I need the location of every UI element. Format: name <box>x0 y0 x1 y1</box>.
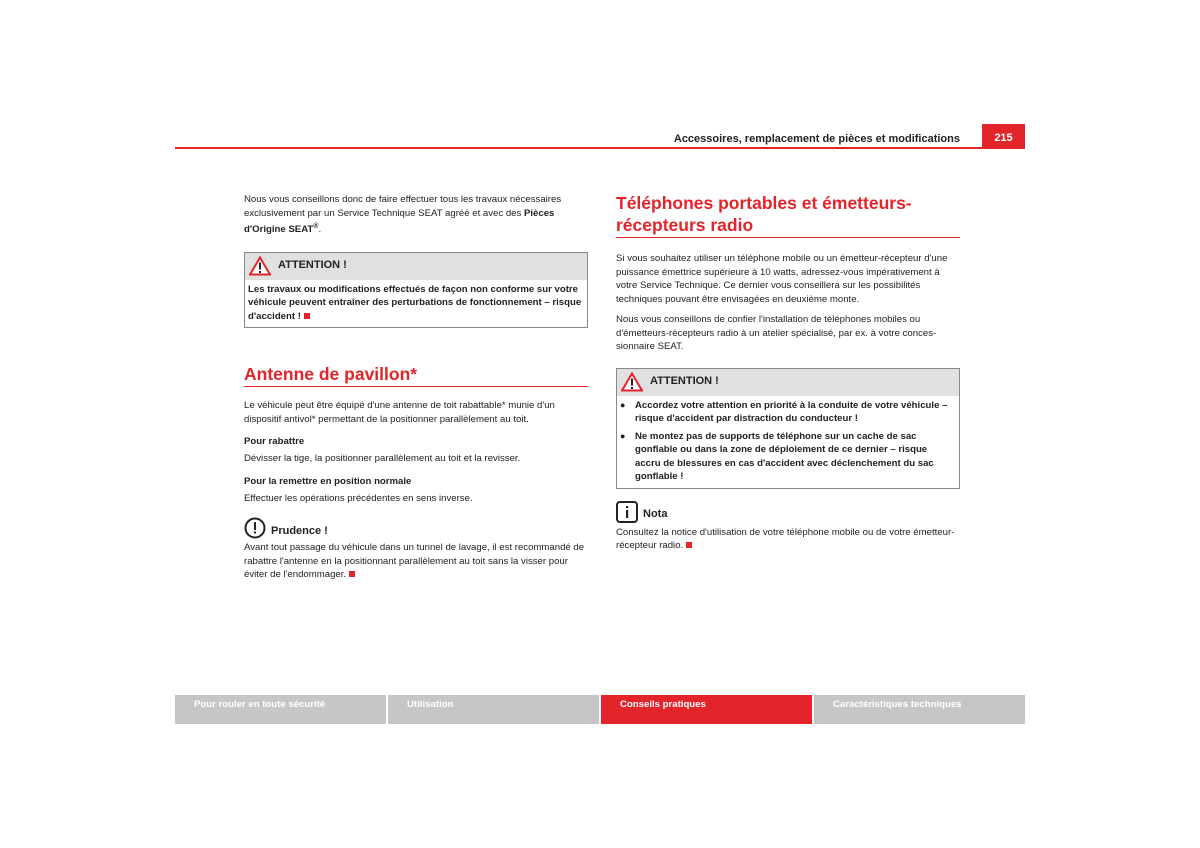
warning-bullet-text: Accordez votre attention en priorité à la conduite de votre véhicule – risque d'accident par distraction du conducteur ! <box>635 399 948 424</box>
caution-paragraph <box>244 541 588 582</box>
warning-body <box>617 396 959 488</box>
right-column <box>616 192 960 553</box>
intro-paragraph <box>244 193 588 237</box>
warning-title: ATTENTION ! <box>650 375 719 388</box>
warning-title: ATTENTION ! <box>278 259 347 272</box>
antenna-intro: Le véhicule peut être équipé d'une antenne de toit rabattable* munie d'un dispositif antivol* permettant de la positionner parallèlement au toit. <box>244 400 555 425</box>
end-square-icon <box>349 571 355 577</box>
phones-paragraph-1: Si vous souhaitez utiliser un téléphone mobile ou un émetteur-récepteur d'une puissance émettrice supérieure à 10 watts, adressez-vous impérativement à votre Service Technique. Ce dernier vous conseillera sur les possibilités techniques pouvant être envisagées en deuxième monte. <box>616 253 948 305</box>
header-rule <box>175 147 1025 149</box>
intro-text: Nous vous conseillons donc de faire effectuer tous les travaux nécessaires exclusivement par un Service Technique SEAT agréé et avec des <box>244 194 562 219</box>
warning-triangle-icon <box>249 256 271 276</box>
warning-body <box>245 280 587 328</box>
tab-pour-rouler[interactable]: Pour rouler en toute sécurité <box>175 695 386 724</box>
warning-triangle-icon <box>621 372 643 392</box>
subheading-remettre: Pour la remettre en position normale <box>244 476 412 488</box>
section-title-phones: Téléphones portables et émetteurs-récepteurs radio <box>616 192 960 238</box>
page-number-text: 215 <box>994 131 1013 144</box>
bullet-dot: ● <box>620 430 626 441</box>
chapter-tabs <box>175 695 1025 724</box>
running-header-title: Accessoires, remplacement de pièces et modifications <box>673 133 960 145</box>
note-paragraph <box>616 526 960 553</box>
phones-paragraph-2: Nous vous conseillons de confier l'installation de téléphones mobiles ou d'émetteurs-récepteurs radio à un atelier spécialisé, par ex. à votre concessionnaire SEAT. <box>616 314 937 352</box>
warning-bullet-text: Ne montez pas de supports de téléphone sur un cache de sac gonflable ou dans la zone de déploiement de ce dernier – risque accru de blessures en cas d'accident avec déclenchement du sac gonflable ! <box>635 430 934 482</box>
info-icon <box>616 501 638 523</box>
warning-header <box>245 253 587 280</box>
subheading-rabattre: Pour rabattre <box>244 436 305 448</box>
warning-text: Les travaux ou modifications effectués de façon non conforme sur votre véhicule peuvent entraîner des perturbations de fonctionnement – risque d'accident ! <box>248 283 582 322</box>
caution-header <box>244 517 588 539</box>
page-number <box>982 124 1025 148</box>
warning-header <box>617 369 959 396</box>
tab-caracteristiques[interactable]: Caractéristiques techniques <box>814 695 1025 724</box>
tab-conseils-pratiques[interactable]: Conseils pratiques <box>601 695 812 724</box>
note-header <box>616 501 960 523</box>
warning-box <box>616 368 960 489</box>
end-square-icon <box>686 542 692 548</box>
section-title-antenna: Antenne de pavillon* <box>244 363 588 387</box>
left-column <box>244 193 588 582</box>
warning-bullet <box>620 430 955 484</box>
end-square-icon <box>304 313 310 319</box>
intro-bold: Pièces d'Origine SEAT <box>244 207 555 236</box>
registered-mark: ® <box>313 223 319 230</box>
tab-utilisation[interactable]: Utilisation <box>388 695 599 724</box>
warning-box <box>244 252 588 329</box>
warning-bullet <box>620 399 955 426</box>
note-title: Nota <box>643 508 668 520</box>
caution-exclamation-icon <box>244 517 266 539</box>
text-remettre: Effectuer les opérations précédentes en sens inverse. <box>244 492 473 504</box>
intro-end: . <box>318 224 322 236</box>
text-rabattre: Dévisser la tige, la positionner parallèlement au toit et la revisser. <box>244 452 521 464</box>
bullet-dot: ● <box>620 399 626 410</box>
note-text: Consultez la notice d'utilisation de votre téléphone mobile ou de votre émetteur-récepteur radio. <box>616 526 955 551</box>
caution-text: Avant tout passage du véhicule dans un tunnel de lavage, il est recommandé de rabattre l'antenne en la positionnant parallèlement au toit sans la visser pour éviter de l'endommager. <box>244 542 585 581</box>
caution-title: Prudence ! <box>271 524 328 537</box>
